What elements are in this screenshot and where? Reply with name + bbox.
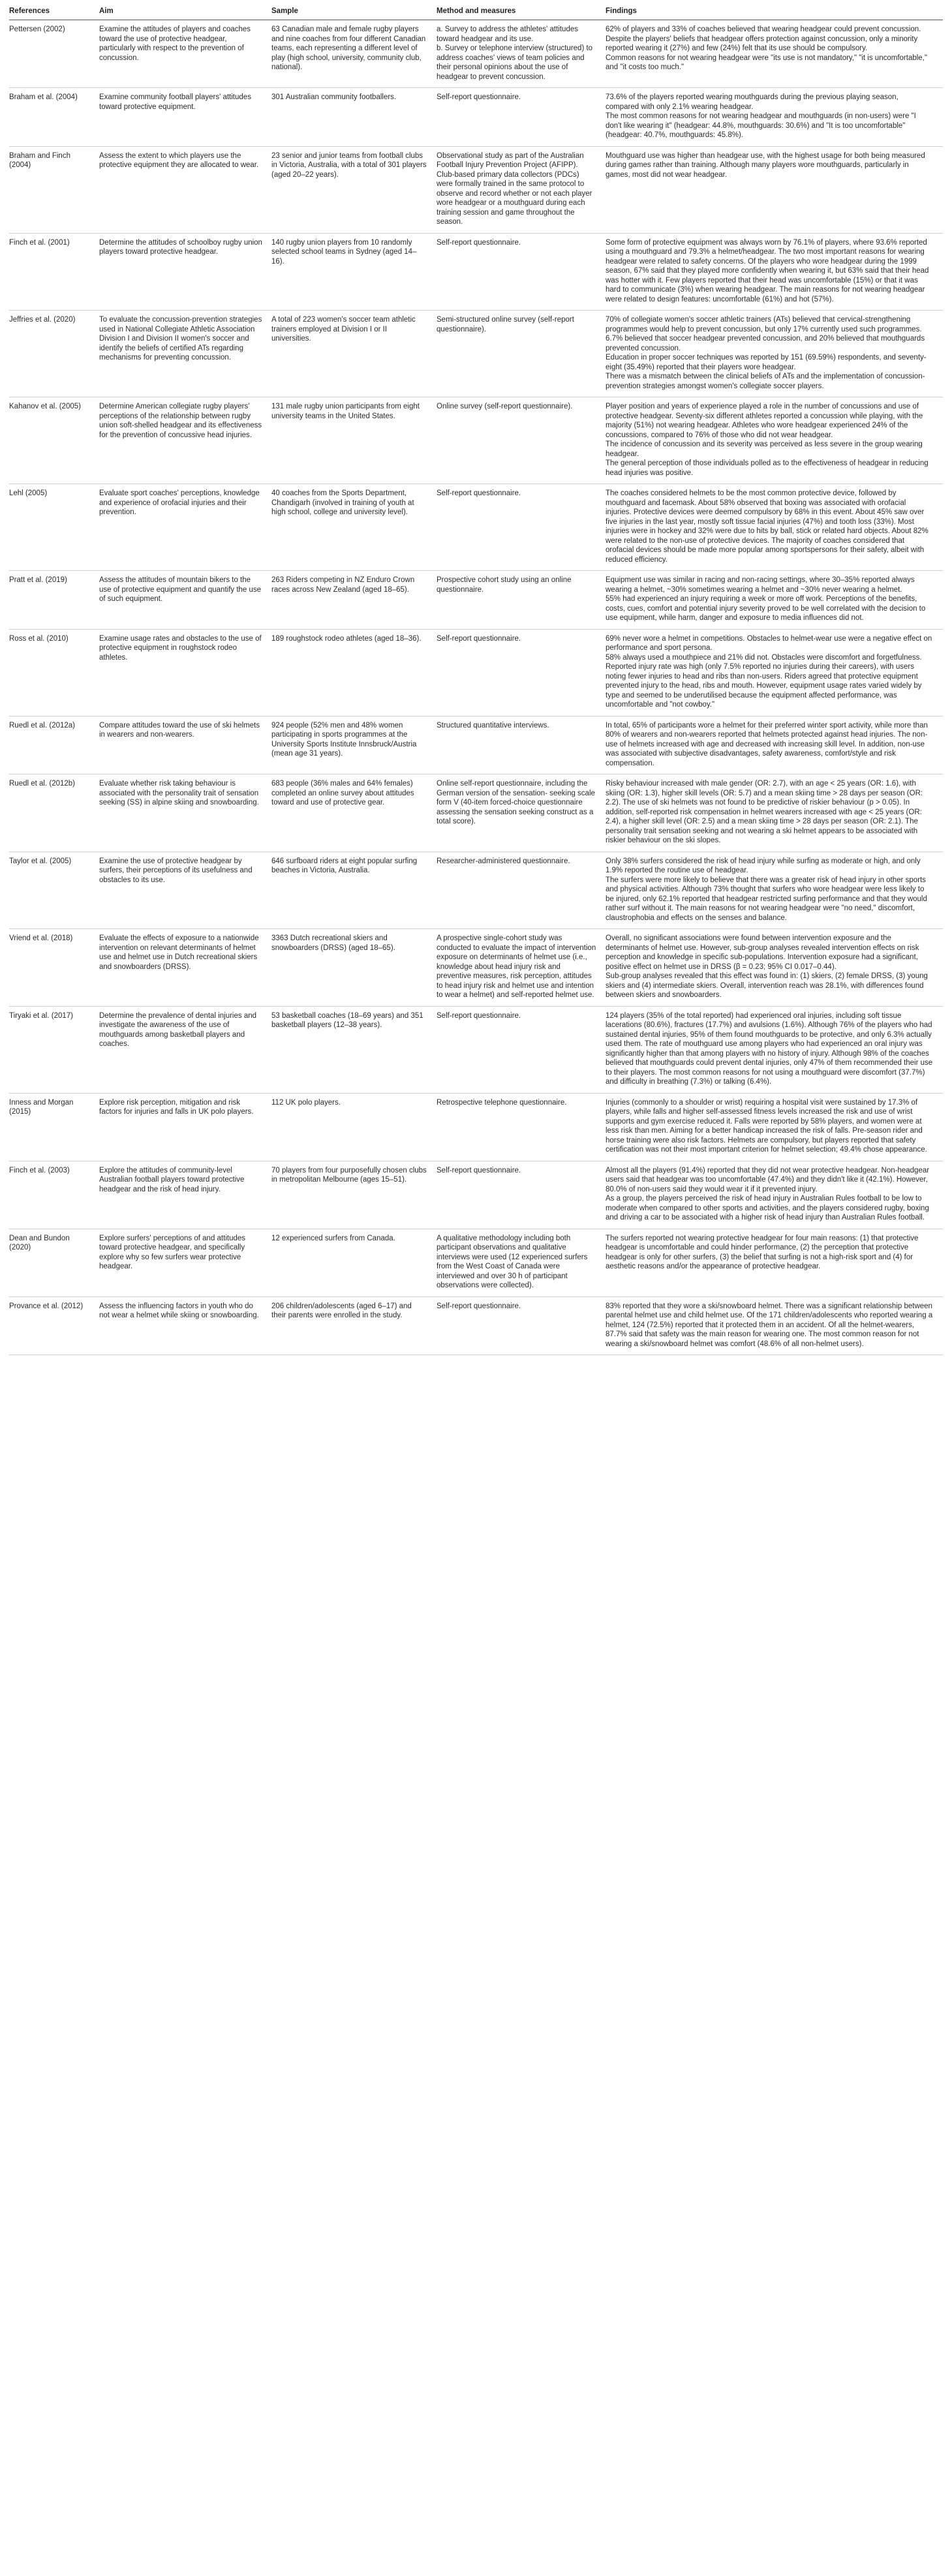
aim-cell: Determine American collegiate rugby players' perceptions of the relationship between rugby union soft-shelled headgear and its effectiveness for the prevention of concussive head injuries. [99, 397, 271, 484]
aim-cell: Assess the attitudes of mountain bikers to the use of protective equipment and quantify the use of such equipment. [99, 571, 271, 630]
findings-paragraph: Player position and years of experience played a role in the number of concussions and use of protective headgear. Seventy-six different athletes reported a concussion while playing, with the majority (51%) not wearing headgear. Athletes who wore headgear experienced 24% of the concussions, compared to 76% of those who did not wear headgear. [606, 403, 923, 439]
table-row [9, 629, 943, 716]
method-cell [437, 397, 606, 484]
method-paragraph: Self-report questionnaire. [437, 93, 521, 101]
findings-cell [606, 20, 943, 88]
sample-cell: A total of 223 women's soccer team athletic trainers employed at Division I or II universities. [271, 311, 437, 397]
table-row [9, 311, 943, 397]
method-paragraph: A qualitative methodology including both participant observations and qualitative interviews were used (12 experienced surfers from the West Coast of Canada were interviewed and over 30 h of participant observations were collected). [437, 1234, 588, 1289]
method-paragraph: Self-report questionnaire. [437, 1166, 521, 1174]
sample-cell: 63 Canadian male and female rugby players and nine coaches from four different Canadian teams, each representing a different level of play (high school, university, community club, national). [271, 20, 437, 88]
method-paragraph: Self-report questionnaire. [437, 1302, 521, 1310]
method-cell [437, 851, 606, 929]
sample-cell: 646 surfboard riders at eight popular surfing beaches in Victoria, Australia. [271, 851, 437, 929]
method-paragraph: Self-report questionnaire. [437, 1011, 521, 1020]
findings-cell [606, 1229, 943, 1296]
findings-cell [606, 716, 943, 774]
header-aim: Aim [99, 4, 271, 20]
aim-cell: Examine community football players' attitudes toward protective equipment. [99, 88, 271, 147]
method-paragraph: Retrospective telephone questionnaire. [437, 1098, 567, 1107]
aim-cell: Assess the extent to which players use the protective equipment they are allocated to wear. [99, 146, 271, 233]
findings-paragraph: 62% of players and 33% of coaches believed that wearing headgear could prevent concussion. [606, 25, 921, 33]
findings-paragraph: Some form of protective equipment was always worn by 76.1% of players, where 93.6% reported using a mouthguard and 79.3% a helmet/headgear. The two most important reasons for wearing headgear were related to safety concerns. Of the players who wore headgear during the 1999 season, 67% said that they played more confidently when wearing it, but 63% said that their head was hotter with it. Few players reported that their head was uncomfortable (15%) or that it was hard to communicate (3%) when wearing headgear. The main reasons for not wearing headgear were related to design features: uncomfortable (61%) and hot (57%). [606, 238, 929, 303]
reference-cell: Kahanov et al. (2005) [9, 397, 99, 484]
findings-cell [606, 146, 943, 233]
method-paragraph: a. Survey to address the athletes' attitudes toward headgear and its use. [437, 25, 578, 43]
header-findings: Findings [606, 4, 943, 20]
findings-cell [606, 397, 943, 484]
reference-cell: Jeffries et al. (2020) [9, 311, 99, 397]
table-body [9, 20, 943, 1355]
table-row [9, 233, 943, 311]
reference-cell: Braham et al. (2004) [9, 88, 99, 147]
findings-paragraph: As a group, the players perceived the risk of head injury in Australian Rules football to be low to moderate when compared to other sports and activities, and the players considered rugby, boxing and driving a car to be associated with a higher risk of head injury than Australian Rules football. [606, 1195, 929, 1221]
reference-cell: Ruedl et al. (2012b) [9, 774, 99, 852]
method-paragraph: Structured quantitative interviews. [437, 721, 549, 729]
aim-cell: Explore surfers' perceptions of and attitudes toward protective headgear, and specifically explore why so few surfers wear protective headgear. [99, 1229, 271, 1296]
method-paragraph: Researcher-administered questionnaire. [437, 857, 570, 865]
method-paragraph: Self-report questionnaire. [437, 489, 521, 497]
findings-paragraph: Risky behaviour increased with male gender (OR: 2.7), with an age < 25 years (OR: 1.6), with skiing (OR: 1.3), higher skill levels (OR: 5.7) and a mean skiing time > 28 days per season (OR: 2.2). The use of ski helmets was not found to be predictive of riskier behaviour (p > 0.05). In addition, self-reported risk compensation in helmet wearers increased with age < 25 years (OR: 2.4), a higher skill level (OR: 2.5) and a mean skiing time > 28 days per season (OR: 2.1). The personality trait sensation seeking and not wearing a ski helmet appears to be associated with riskier behaviour on the ski slopes. [606, 780, 923, 844]
aim-cell: Explore risk perception, mitigation and risk factors for injuries and falls in UK polo players. [99, 1093, 271, 1161]
findings-cell [606, 1093, 943, 1161]
aim-cell: Determine the attitudes of schoolboy rugby union players toward protective headgear. [99, 233, 271, 311]
studies-table [9, 4, 943, 1355]
findings-paragraph: Despite the players' beliefs that headgear offers protection against concussion, only a minority reported wearing it (27%) and few (24%) felt that its use should be compulsory. [606, 35, 918, 52]
sample-cell: 301 Australian community footballers. [271, 88, 437, 147]
sample-cell: 12 experienced surfers from Canada. [271, 1229, 437, 1296]
table-row [9, 851, 943, 929]
findings-paragraph: 55% had experienced an injury requiring a week or more off work. Perceptions of the benefits, costs, cues, comfort and potential injury severity proved to be well correlated with the decision to use equipment, while harm, danger and exposure to media influences did not. [606, 595, 926, 622]
table-row [9, 716, 943, 774]
method-cell [437, 929, 606, 1007]
method-cell [437, 1296, 606, 1355]
reference-cell: Dean and Bundon (2020) [9, 1229, 99, 1296]
aim-cell: Evaluate sport coaches' perceptions, knowledge and experience of orofacial injuries and their prevention. [99, 484, 271, 571]
findings-paragraph: Equipment use was similar in racing and non-racing settings, where 30–35% reported always wearing a helmet, ~30% sometimes wearing a helmet and ~30% never wearing a helmet. [606, 576, 915, 594]
findings-cell [606, 1296, 943, 1355]
method-paragraph: Observational study as part of the Australian Football Injury Prevention Project (AFIPP). [437, 151, 584, 169]
sample-cell: 206 children/adolescents (aged 6–17) and their parents were enrolled in the study. [271, 1296, 437, 1355]
findings-paragraph: The general perception of those individuals polled as to the effectiveness of headgear in reducing head injuries was positive. [606, 459, 929, 477]
header-references: References [9, 4, 99, 20]
aim-cell: Determine the prevalence of dental injuries and investigate the awareness of the use of mouthguards among basketball players and coaches. [99, 1006, 271, 1093]
aim-cell: Examine usage rates and obstacles to the use of protective equipment in roughstock rodeo athletes. [99, 629, 271, 716]
reference-cell: Pratt et al. (2019) [9, 571, 99, 630]
reference-cell: Lehl (2005) [9, 484, 99, 571]
method-paragraph: Self-report questionnaire. [437, 238, 521, 247]
table-row [9, 88, 943, 147]
sample-cell: 189 roughstock rodeo athletes (aged 18–36). [271, 629, 437, 716]
findings-cell [606, 1161, 943, 1229]
reference-cell: Pettersen (2002) [9, 20, 99, 88]
aim-cell: To evaluate the concussion-prevention strategies used in National Collegiate Athletic Association Division I and Division II women's soccer and identify the beliefs of certified ATs regarding mechanisms for preventing concussion. [99, 311, 271, 397]
aim-cell: Evaluate the effects of exposure to a nationwide intervention on relevant determinants of helmet use and helmet use in Dutch recreational skiers and snowboarders (DRSS). [99, 929, 271, 1007]
method-cell [437, 571, 606, 630]
findings-paragraph: Injuries (commonly to a shoulder or wrist) requiring a hospital visit were sustained by 17.3% of players, while falls and higher self-assessed fitness levels increased the risk and use of wrist supports and gym exercise reduced it. Falls were reported by 58% players, and women were at less risk than men. Aiming for a better handicap increased the risk of falls. Pre-season rider and horse training were also risk factors. Helmets are compulsory, but players reported that safety certification was not their most important criterion for helmet selection; 49.4% chose appearance. [606, 1098, 927, 1154]
method-paragraph: Club-based primary data collectors (PDCs) were formally trained in the same protocol to observe and record whether or not each player wore headgear or a mouthguard during each training session and game throughout the season. [437, 170, 592, 226]
table-row [9, 1093, 943, 1161]
method-cell [437, 311, 606, 397]
findings-paragraph: There was a mismatch between the clinical beliefs of ATs and the implementation of concussion-prevention strategies amongst women's collegiate soccer players. [606, 373, 925, 390]
table-row [9, 146, 943, 233]
findings-paragraph: In total, 65% of participants wore a helmet for their preferred winter sport activity, while more than 80% of wearers and non-wearers reported that helmets protected against head injuries. The non-use of helmets increased with age and decreased with increasing skill level. In addition, non-use was associated with subjective disadvantages, safety awareness, comfort/style and risk compensation. [606, 721, 928, 767]
sample-cell: 924 people (52% men and 48% women participating in sports programmes at the University Sports Institute Innsbruck/Austria (mean age 31 years). [271, 716, 437, 774]
header-method: Method and measures [437, 4, 606, 20]
findings-cell [606, 851, 943, 929]
method-cell [437, 716, 606, 774]
findings-paragraph: Almost all the players (91.4%) reported that they did not wear protective headgear. Non-headgear users said that headgear was too uncomfortable (47.4%) and they didn't like it (42.1%). However, 80.0% of non-users said they would wear it if it prevented injury. [606, 1166, 930, 1193]
method-paragraph: Semi-structured online survey (self-report questionnaire). [437, 316, 574, 333]
table-row [9, 397, 943, 484]
aim-cell: Examine the attitudes of players and coaches toward the use of protective headgear, particularly with respect to the prevention of concussion. [99, 20, 271, 88]
table-row [9, 20, 943, 88]
method-cell [437, 233, 606, 311]
reference-cell: Finch et al. (2001) [9, 233, 99, 311]
findings-cell [606, 311, 943, 397]
aim-cell: Examine the use of protective headgear by surfers, their perceptions of its usefulness and obstacles to its use. [99, 851, 271, 929]
reference-cell: Braham and Finch (2004) [9, 146, 99, 233]
findings-paragraph: 73.6% of the players reported wearing mouthguards during the previous playing season, compared with only 2.1% wearing headgear. [606, 93, 898, 111]
findings-cell [606, 233, 943, 311]
findings-cell [606, 88, 943, 147]
findings-paragraph: Mouthguard use was higher than headgear use, with the highest usage for both being measured during games rather than training. Although many players wore mouthguards, particularly in games, most did not wear headgear. [606, 151, 925, 179]
reference-cell: Ruedl et al. (2012a) [9, 716, 99, 774]
reference-cell: Provance et al. (2012) [9, 1296, 99, 1355]
sample-cell: 23 senior and junior teams from football clubs in Victoria, Australia, with a total of 301 players (aged 20–22 years). [271, 146, 437, 233]
sample-cell: 53 basketball coaches (18–69 years) and 351 basketball players (12–38 years). [271, 1006, 437, 1093]
sample-cell: 683 people (36% males and 64% females) completed an online survey about attitudes toward and use of protective gear. [271, 774, 437, 852]
table-row [9, 1296, 943, 1355]
method-paragraph: b. Survey or telephone interview (structured) to address coaches' views of team policies and their personal opinions about the use of headgear to prevent concussion. [437, 44, 593, 81]
findings-paragraph: 69% never wore a helmet in competitions. Obstacles to helmet-wear use were a negative effect on performance and sport persona. [606, 634, 932, 652]
reference-cell: Inness and Morgan (2015) [9, 1093, 99, 1161]
method-cell [437, 1161, 606, 1229]
aim-cell: Explore the attitudes of community-level Australian football players toward protective headgear and the risk of head injury. [99, 1161, 271, 1229]
reference-cell: Finch et al. (2003) [9, 1161, 99, 1229]
header-sample: Sample [271, 4, 437, 20]
findings-cell [606, 774, 943, 852]
findings-cell [606, 484, 943, 571]
table-row [9, 1006, 943, 1093]
findings-cell [606, 629, 943, 716]
table-row [9, 774, 943, 852]
findings-paragraph: 83% reported that they wore a ski/snowboard helmet. There was a significant relationship between parental helmet use and child helmet use. Of the 171 children/adolescents who reported wearing a helmet, 124 (72.5%) reported that it protected them in an accident. Of all the helmet-wearers, 87.7% said that safety was the main reason for wearing one. The most common reason for not wearing a ski/snowboard helmet was comfort (48.6% of all non-helmet users). [606, 1302, 933, 1348]
findings-paragraph: The coaches considered helmets to be the most common protective device, followed by mouthguard and facemask. About 58% observed that boxing was associated with orofacial injuries. Protective devices were deemed compulsory by 68% in this event. About 45% saw over five injuries in the last year, mostly soft tissue facial injuries (47%) and tooth loss (33%). Most injuries were in hockey and 32% were due to hits by ball, stick or related hard objects. About 82% were related to the non-use of protective devices. The majority of coaches considered that orofacial devices should be made more popular among sportspersons for their safety, albeit with reduced efficiency. [606, 489, 929, 564]
aim-cell: Compare attitudes toward the use of ski helmets in wearers and non-wearers. [99, 716, 271, 774]
reference-cell: Ross et al. (2010) [9, 629, 99, 716]
findings-paragraph: Overall, no significant associations were found between intervention exposure and the determinants of helmet use. However, sub-group analyses revealed intervention effects on risk perception and knowledge in specific sub-populations. Intervention exposure had a significant, positive effect on helmet use in DRSS (β = 0.23; 95% CI 0.017–0.44). [606, 934, 919, 971]
sample-cell: 112 UK polo players. [271, 1093, 437, 1161]
aim-cell: Evaluate whether risk taking behaviour is associated with the personality trait of sensation seeking (SS) in alpine skiing and snowboarding. [99, 774, 271, 852]
sample-cell: 263 Riders competing in NZ Enduro Crown races across New Zealand (aged 18–65). [271, 571, 437, 630]
method-cell [437, 774, 606, 852]
method-paragraph: Online survey (self-report questionnaire). [437, 403, 573, 410]
findings-paragraph: 124 players (35% of the total reported) had experienced oral injuries, including soft tissue lacerations (80.6%), fractures (17.7%) and avulsions (1.6%). Although 76% of the players who had sustained dental injuries, 95% of them found mouthguards to be protective, and only 6.3% actually used them. The rate of mouthguard use among players who had experienced an oral injury was significantly higher than that among players with no history of injury. Although 98% of the coaches believed that mouthguards could prevent dental injuries, only 47% of them recommended their use to their players. The most common reasons for not using a mouthguard were discomfort (37.7%) and difficulty in breathing (7.3%) or talking (6.4%). [606, 1011, 933, 1086]
reference-cell: Taylor et al. (2005) [9, 851, 99, 929]
method-paragraph: A prospective single-cohort study was conducted to evaluate the impact of intervention exposure on determinants of helmet use (i.e., knowledge about head injury risk and preventive measures, risk perception, attitudes to head injury risk and helmet use and intention to wear a helmet) and self-reported helmet use. [437, 934, 596, 999]
method-paragraph: Self-report questionnaire. [437, 634, 521, 643]
method-paragraph: Prospective cohort study using an online questionnaire. [437, 576, 572, 594]
findings-paragraph: 6.7% believed that soccer headgear prevented concussion, and 20% believed that mouthguards prevented concussion. [606, 335, 925, 352]
method-cell [437, 146, 606, 233]
table-row [9, 484, 943, 571]
findings-paragraph: Sub-group analyses revealed that this effect was found in: (1) skiers, (2) female DRSS, (3) young skiers and (4) intermediate skiers. Overall, intervention reach was 28.1%, with differences found between skiers and snowboarders. [606, 972, 928, 999]
findings-paragraph: The surfers were more likely to believe that there was a greater risk of head injury in other sports and physical activities. Although 73% thought that surfers who wore headgear were less likely to be injured, only 62.1% reported that headgear restricted surfing performance and that they would rather surf without it. The main reasons for not wearing headgear were "no need," discomfort, claustrophobia and effects on the senses and balance. [606, 876, 927, 922]
method-cell [437, 484, 606, 571]
method-cell [437, 1006, 606, 1093]
header-row [9, 4, 943, 20]
findings-cell [606, 1006, 943, 1093]
findings-paragraph: The surfers reported not wearing protective headgear for four main reasons: (1) that protective headgear is uncomfortable and could hinder performance, (2) the perception that protective headgear is only for other surfers, (3) the belief that surfing is not a high-risk sport and (4) for aesthetic reasons and/or the appearance of protective headgear. [606, 1234, 919, 1270]
method-cell [437, 1229, 606, 1296]
findings-paragraph: The most common reasons for not wearing headgear and mouthguards (in non-users) were "I don't like wearing it" (headgear: 44.8%, mouthguards: 30.6%) and "It is too uncomfortable" (headgear: 40.7%, mouthguards: 45.8%). [606, 112, 916, 139]
table-header [9, 4, 943, 20]
method-paragraph: Online self-report questionnaire, including the German version of the sensation- seeking scale form V (40-item forced-choice questionnaire assessing the sensation seeking construct as a total score). [437, 780, 595, 825]
findings-paragraph: Common reasons for not wearing headgear were "its use is not mandatory," "it is uncomfortable," and "it costs too much." [606, 54, 927, 71]
reference-cell: Tiryaki et al. (2017) [9, 1006, 99, 1093]
aim-cell: Assess the influencing factors in youth who do not wear a helmet while skiing or snowboarding. [99, 1296, 271, 1355]
table-row [9, 1161, 943, 1229]
method-cell [437, 1093, 606, 1161]
findings-paragraph: Education in proper soccer techniques was reported by 151 (69.59%) respondents, and seventy-eight (35.49%) reported that their players wore headgear. [606, 354, 927, 371]
method-cell [437, 88, 606, 147]
findings-paragraph: 70% of collegiate women's soccer athletic trainers (ATs) believed that cervical-strengthening programmes would help to prevent concussion, but only 17% currently used such programmes. [606, 316, 922, 333]
findings-cell [606, 571, 943, 630]
findings-paragraph: 58% always used a mouthpiece and 21% did not. Obstacles were discomfort and forgetfulness. Reported injury rate was high (only 7.5% reported no injuries during their careers), with users noting fewer injuries to head and ribs than non-users. Riders agreed that protective equipment prevented injury to the head, ribs and mouth. However, equipment usage rates varied widely by type and seemed to be underutilised because the equipment affected performance, was uncomfortable and "not cowboy." [606, 653, 922, 709]
findings-cell [606, 929, 943, 1007]
method-cell [437, 629, 606, 716]
method-cell [437, 20, 606, 88]
sample-cell: 70 players from four purposefully chosen clubs in metropolitan Melbourne (ages 15–51). [271, 1161, 437, 1229]
table-row [9, 571, 943, 630]
sample-cell: 3363 Dutch recreational skiers and snowboarders (DRSS) (aged 18–65). [271, 929, 437, 1007]
findings-paragraph: Only 38% surfers considered the risk of head injury while surfing as moderate or high, and only 1.9% reported the routine use of headgear. [606, 857, 921, 874]
sample-cell: 40 coaches from the Sports Department, Chandigarh (involved in training of youth at high school, college and university level). [271, 484, 437, 571]
findings-paragraph: The incidence of concussion and its severity was perceived as less severe in the group wearing headgear. [606, 440, 923, 458]
reference-cell: Vriend et al. (2018) [9, 929, 99, 1007]
table-row [9, 929, 943, 1007]
sample-cell: 131 male rugby union participants from eight university teams in the United States. [271, 397, 437, 484]
table-row [9, 1229, 943, 1296]
sample-cell: 140 rugby union players from 10 randomly selected school teams in Sydney (aged 14–16). [271, 233, 437, 311]
